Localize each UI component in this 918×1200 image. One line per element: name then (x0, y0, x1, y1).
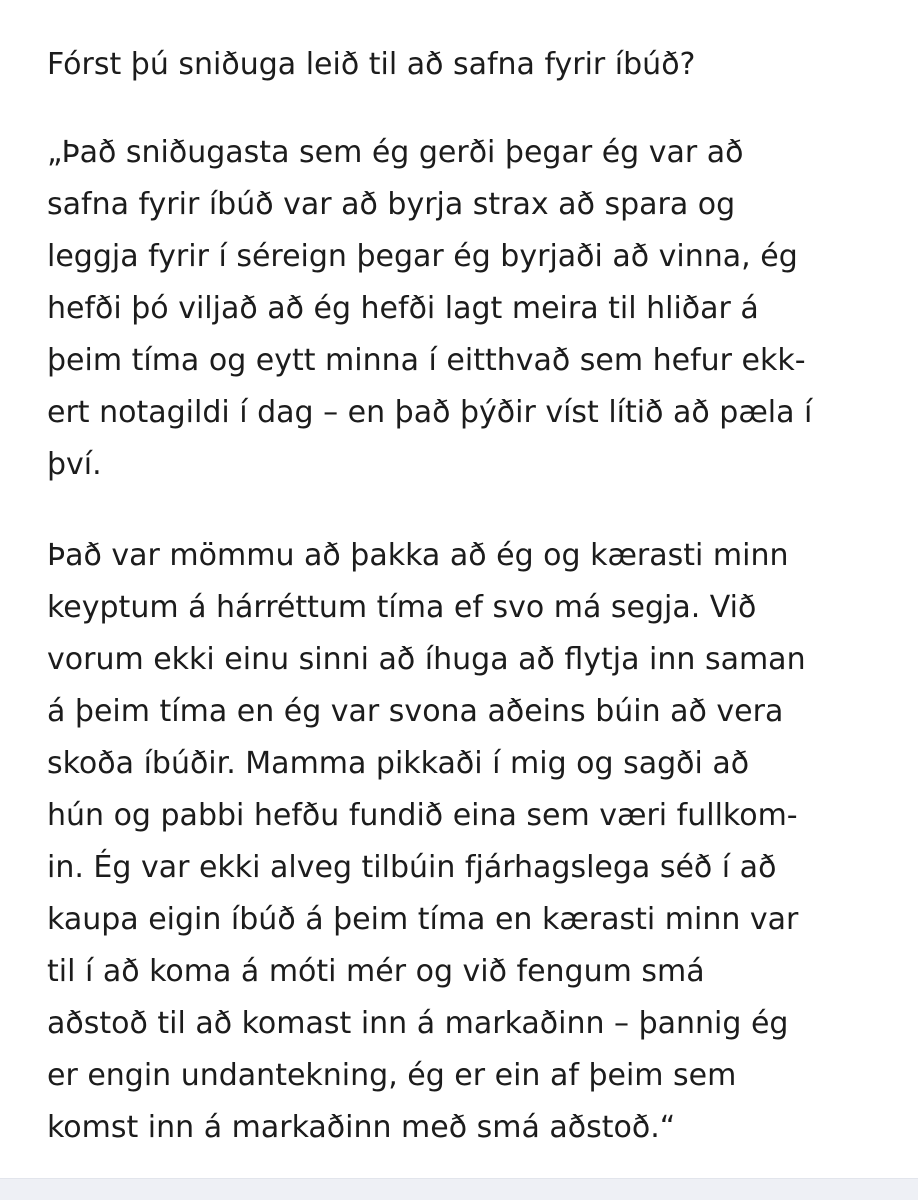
paragraph-line: „Það sniðugasta sem ég gerði þegar ég var að (47, 135, 744, 170)
paragraph-line: skoða íbúðir. Mamma pikkaði í mig og sagði að (47, 746, 750, 781)
answer-paragraph-2 (47, 530, 806, 1154)
paragraph-line: Það var mömmu að þakka að ég og kærasti minn (47, 538, 789, 573)
paragraph-line: ert notagildi í dag – en það þýðir víst lítið að pæla í (47, 395, 813, 430)
paragraph-line: þeim tíma og eytt minna í eitthvað sem hefur ekk- (47, 343, 806, 378)
paragraph-line: aðstoð til að komast inn á markaðinn – þannig ég (47, 1006, 789, 1041)
interview-question: Fórst þú sniðuga leið til að safna fyrir íbúð? (47, 47, 696, 82)
paragraph-line: hún og pabbi hefðu fundið eina sem væri fullkom- (47, 798, 798, 833)
paragraph-line: því. (47, 447, 102, 482)
paragraph-line: vorum ekki einu sinni að íhuga að flytja inn saman (47, 642, 806, 677)
paragraph-line: hefði þó viljað að ég hefði lagt meira til hliðar á (47, 291, 759, 326)
paragraph-line: er engin undantekning, ég er ein af þeim sem (47, 1058, 737, 1093)
paragraph-line: keyptum á hárréttum tíma ef svo má segja. Við (47, 590, 757, 625)
paragraph-line: safna fyrir íbúð var að byrja strax að spara og (47, 187, 736, 222)
paragraph-line: komst inn á markaðinn með smá aðstoð.“ (47, 1110, 676, 1145)
paragraph-line: til í að koma á móti mér og við fengum smá (47, 954, 705, 989)
paragraph-line: leggja fyrir í séreign þegar ég byrjaði að vinna, ég (47, 239, 798, 274)
bottom-bar (0, 1178, 918, 1200)
paragraph-line: kaupa eigin íbúð á þeim tíma en kærasti minn var (47, 902, 799, 937)
paragraph-line: in. Ég var ekki alveg tilbúin fjárhagslega séð í að (47, 850, 777, 885)
paragraph-line: á þeim tíma en ég var svona aðeins búin að vera (47, 694, 784, 729)
answer-paragraph-1 (47, 127, 812, 491)
